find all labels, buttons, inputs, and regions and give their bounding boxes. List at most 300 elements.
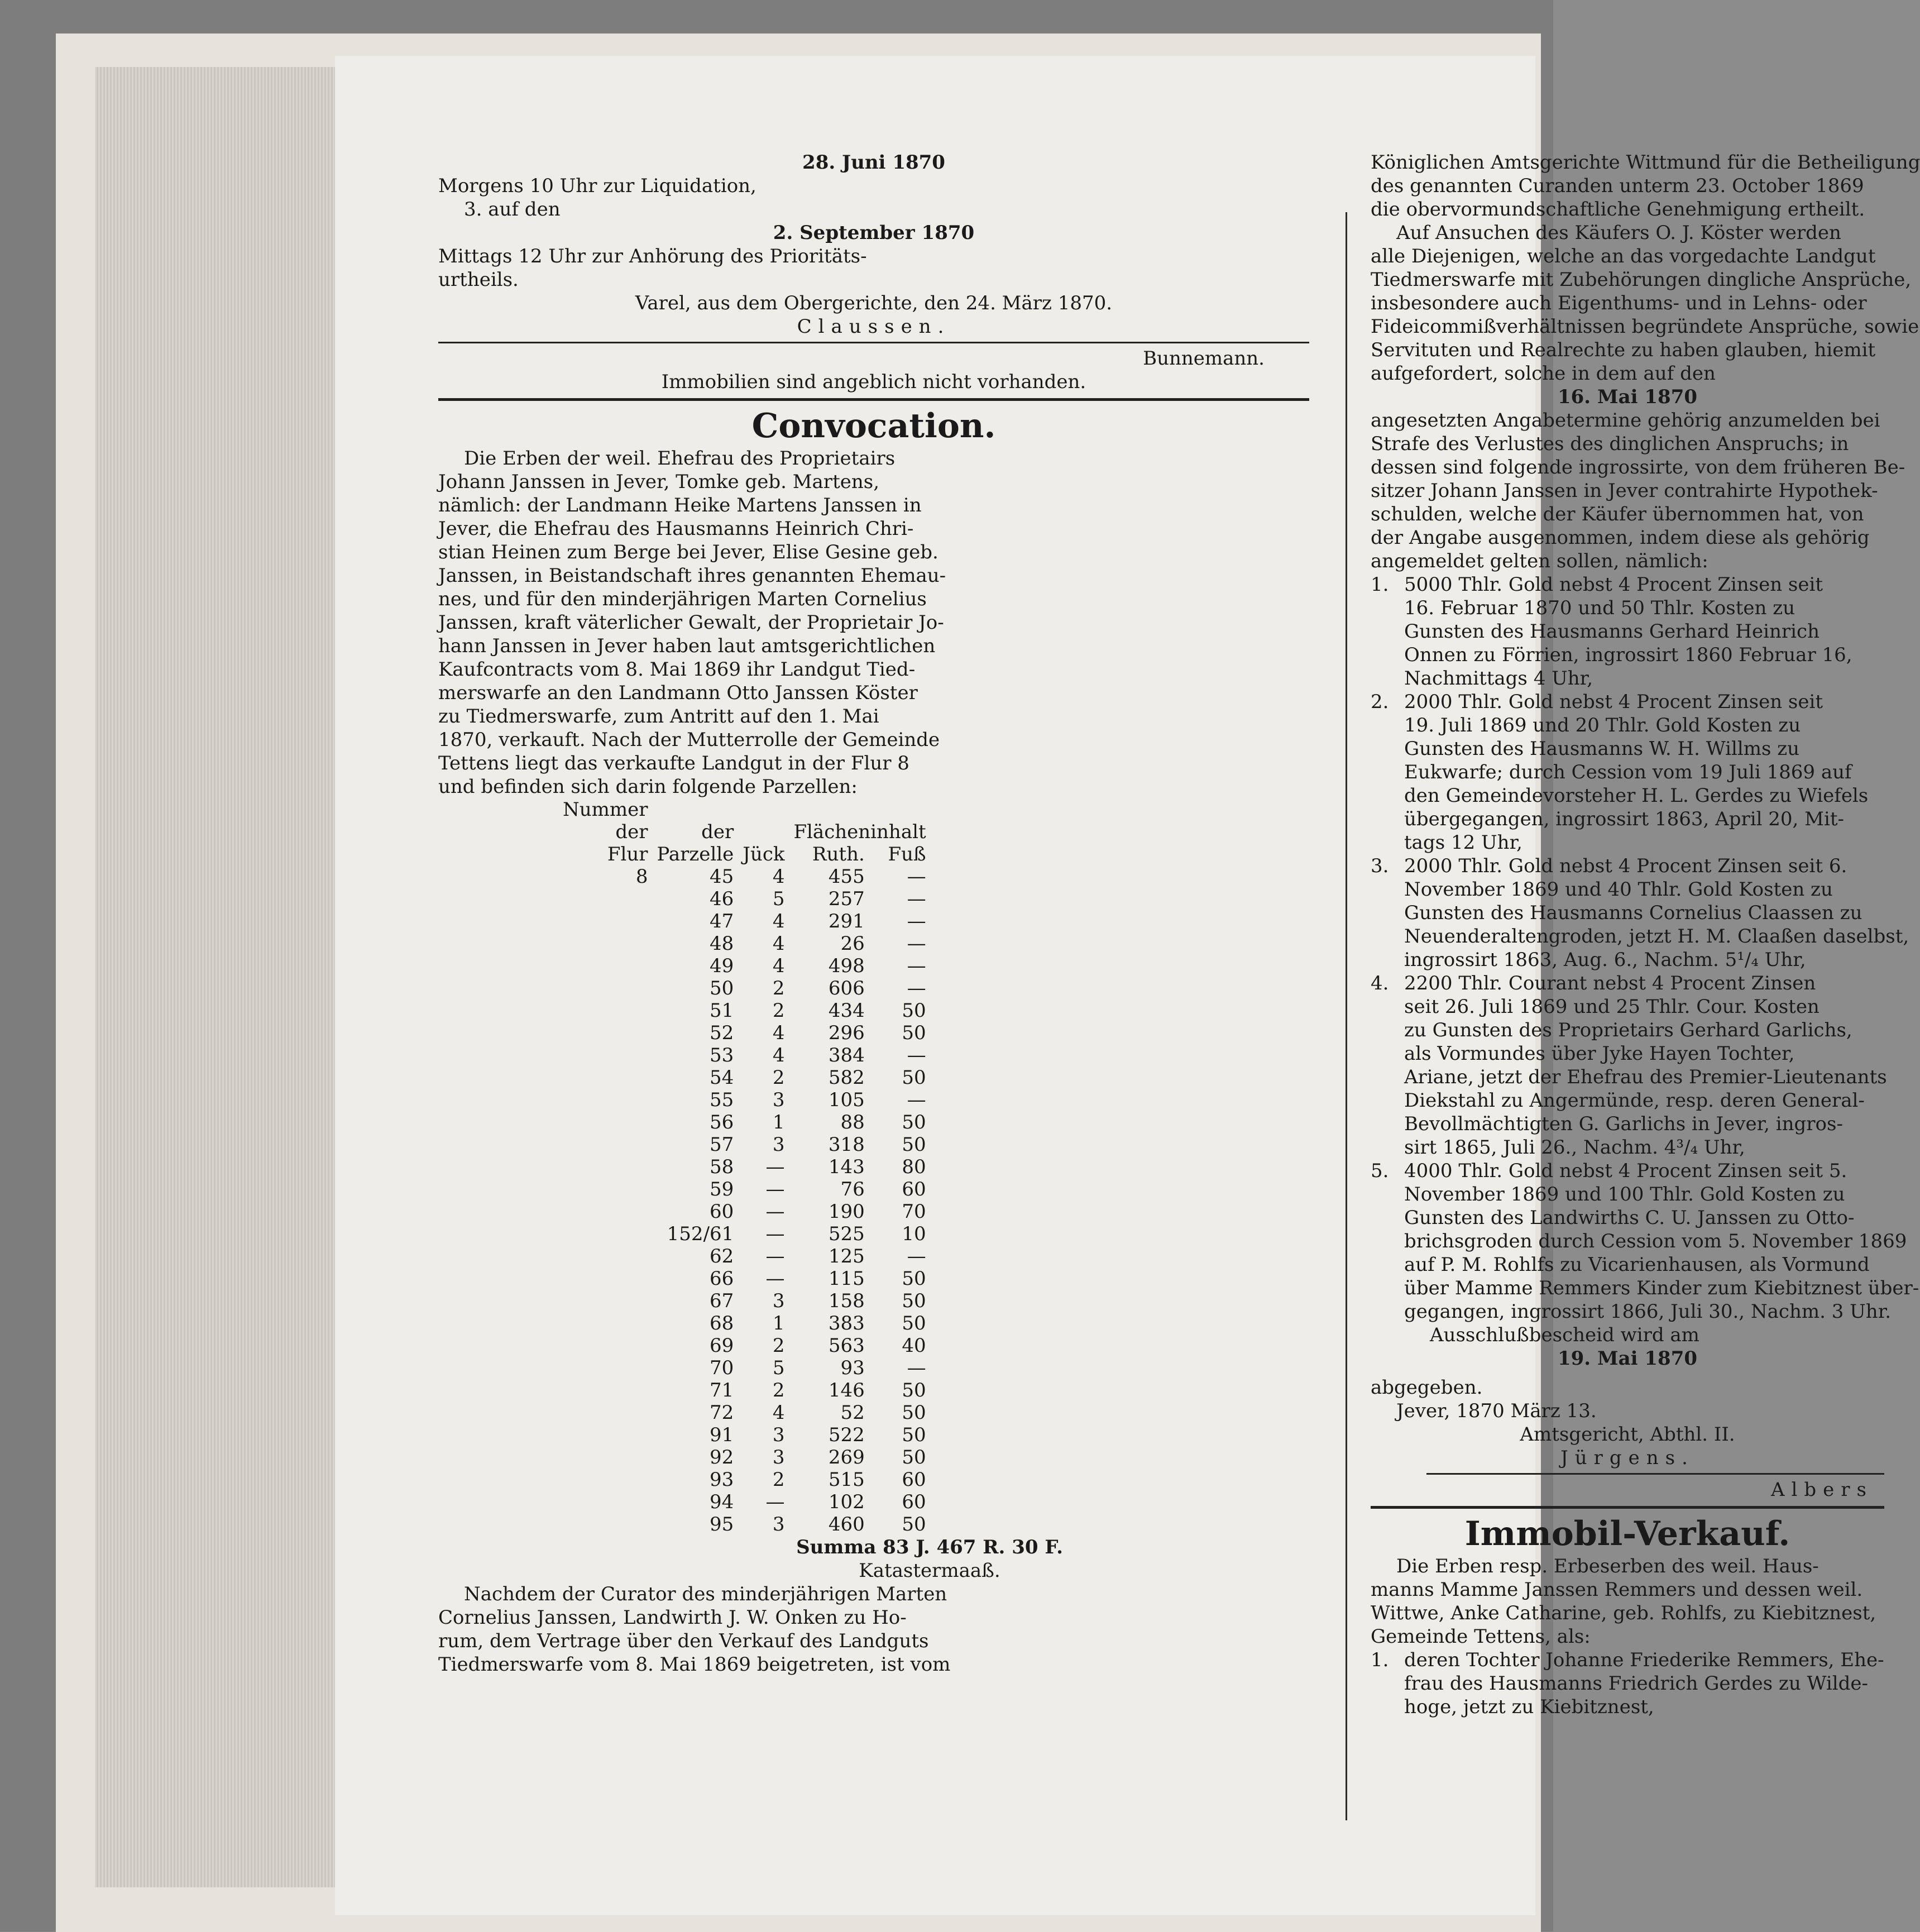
table-cell: 2 [772,1335,785,1357]
table-cell: 52 [710,1022,734,1044]
table-cell: 52 [840,1402,865,1424]
text-line: Morgens 10 Uhr zur Liquidation, [438,175,756,197]
header-cell [738,798,789,821]
table-cell [558,1446,653,1469]
table-cell: 50 [902,1111,926,1134]
parcel-table [558,798,931,1536]
signature: Jürgens. [1560,1447,1694,1469]
table-header-row [558,843,931,865]
item-number: 4. [1371,972,1389,994]
table-row [558,977,931,1000]
text-line: gegangen, ingrossirt 1866, Juli 30., Nachm. 3 Uhr. [1404,1300,1892,1323]
rule [438,342,1309,343]
table-cell: 498 [828,955,865,977]
header-cell: Nummer [563,798,648,821]
table-cell: 60 [902,1469,926,1491]
table-cell: 3 [772,1089,785,1111]
text-line: angesetzten Angabetermine gehörig anzumelden bei [1371,409,1880,432]
table-cell: 582 [828,1067,865,1089]
text-line: rum, dem Vertrage über den Verkauf des Landguts [438,1630,929,1652]
text-line: alle Diejenigen, welche an das vorgedachte Landgut [1371,245,1876,267]
table-cell: 50 [710,977,734,1000]
table-cell: 54 [710,1067,734,1089]
table-cell: 4 [772,1022,785,1044]
table-row [558,1156,931,1178]
text-line: auf P. M. Rohlfs zu Vicarienhausen, als Vormund [1404,1254,1870,1276]
table-row [558,1067,931,1089]
table-cell: 460 [828,1513,865,1536]
table-cell: 146 [828,1379,865,1402]
table-cell [558,1201,653,1223]
text-line: tags 12 Uhr, [1404,831,1522,854]
table-cell: 606 [828,977,865,1000]
text-line: hoge, jetzt zu Kiebitznest, [1404,1696,1654,1718]
table-cell: 57 [710,1134,734,1156]
table-cell: 53 [710,1044,734,1067]
table-header-row [558,798,931,821]
text-line: Königlichen Amtsgerichte Wittmund für die Betheiligung [1371,151,1920,174]
table-cell [558,1290,653,1312]
table-cell: 102 [828,1491,865,1513]
text-line: Bevollmächtigten G. Garlichs in Jever, ingros- [1404,1113,1843,1135]
table-cell: — [765,1491,785,1513]
table-row [558,865,931,888]
text-line: Mittags 12 Uhr zur Anhörung des Prioritäts- [438,245,867,267]
table-cell: — [907,1245,926,1268]
table-row [558,1044,931,1067]
table-cell: 49 [710,955,734,977]
table-cell: 563 [828,1335,865,1357]
table-cell [558,1067,653,1089]
text-line: hann Janssen in Jever haben laut amtsgerichtlichen [438,635,936,657]
text-line: 2000 Thlr. Gold nebst 4 Procent Zinsen seit 6. [1404,855,1847,877]
text-line: Kaufcontracts vom 8. Mai 1869 ihr Landgut Tied- [438,658,916,681]
table-row [558,1469,931,1491]
table-cell: 3 [772,1424,785,1446]
table-cell: — [907,1089,926,1111]
table-cell: 50 [902,1268,926,1290]
table-row [558,1268,931,1290]
table-cell [558,1357,653,1379]
table-cell: 522 [828,1424,865,1446]
table-cell [558,1268,653,1290]
table-cell: 4 [772,910,785,932]
text-line: Auf Ansuchen des Käufers O. J. Köster werden [1396,222,1841,244]
header-cell: der [615,821,648,843]
table-cell: 190 [828,1201,865,1223]
table-cell: 50 [902,1067,926,1089]
table-cell [558,1044,653,1067]
text-line: Diekstahl zu Angermünde, resp. deren General- [1404,1089,1865,1112]
text-line: zu Gunsten des Proprietairs Gerhard Garlichs, [1404,1019,1852,1041]
table-cell [558,1089,653,1111]
table-cell: 26 [840,932,865,955]
table-cell: — [765,1268,785,1290]
table-cell: 80 [902,1156,926,1178]
table-row [558,1134,931,1156]
table-cell [558,1111,653,1134]
table-cell [558,1335,653,1357]
table-row [558,1111,931,1134]
table-cell: — [907,865,926,888]
text-line: manns Mamme Janssen Remmers und dessen weil. [1371,1579,1863,1601]
table-cell: 93 [840,1357,865,1379]
table-cell: 60 [710,1201,734,1223]
table-cell: 257 [828,888,865,910]
date-line: 19. Mai 1870 [1557,1347,1698,1370]
signature: Bunnemann. [1143,347,1265,370]
table-row [558,1089,931,1111]
table-cell: 88 [840,1111,865,1134]
table-cell: 59 [710,1178,734,1201]
table-cell [558,1402,653,1424]
table-cell: 2 [772,977,785,1000]
item-number: 5. [1371,1160,1389,1182]
table-row [558,1201,931,1223]
item-number: 1. [1371,573,1389,596]
table-cell: 291 [828,910,865,932]
table-cell: 4 [772,865,785,888]
table-cell [558,1022,653,1044]
court-name: Amtsgericht, Abthl. II. [1520,1423,1735,1446]
text-line: sitzer Johann Janssen in Jever contrahirte Hypothek- [1371,480,1878,502]
table-cell: — [907,1044,926,1067]
table-row [558,910,931,932]
table-cell: — [765,1156,785,1178]
table-cell: 76 [840,1178,865,1201]
table-cell: 143 [828,1156,865,1178]
text-line: Tiedmerswarfe mit Zubehörungen dingliche Ansprüche, [1371,269,1912,291]
header-cell [653,798,739,821]
table-cell: 455 [828,865,865,888]
table-cell: 72 [710,1402,734,1424]
table-cell: 50 [902,1446,926,1469]
date-line: 16. Mai 1870 [1557,386,1698,408]
text-line: nämlich: der Landmann Heike Martens Janssen in [438,494,922,517]
table-cell: 8 [635,865,648,888]
table-cell: 515 [828,1469,865,1491]
table-cell: 2 [772,1067,785,1089]
table-cell: 2 [772,1000,785,1022]
table-cell: 3 [772,1290,785,1312]
text-line: 5000 Thlr. Gold nebst 4 Procent Zinsen seit [1404,573,1823,596]
table-cell: 2 [772,1379,785,1402]
table-cell: 4 [772,1044,785,1067]
list-item [1371,1648,1884,1719]
table-cell: 318 [828,1134,865,1156]
text-line: urtheils. [438,269,519,291]
signature: Albers [1770,1479,1873,1501]
header-cell: Jück [743,843,785,865]
table-row [558,1379,931,1402]
text-line: Johann Janssen in Jever, Tomke geb. Martens, [438,471,880,493]
header-cell: Parzelle [657,843,734,865]
text-line: Servituten und Realrechte zu haben glauben, hiemit [1371,339,1876,361]
table-cell: 60 [902,1491,926,1513]
text-line: 4000 Thlr. Gold nebst 4 Procent Zinsen seit 5. [1404,1160,1847,1182]
table-cell: 40 [902,1335,926,1357]
table-cell: 60 [902,1178,926,1201]
table-row [558,955,931,977]
text-line: insbesondere auch Eigenthums- und in Lehns- oder [1371,292,1867,314]
text-line: Onnen zu Förrien, ingrossirt 1860 Februar 16, [1404,644,1852,666]
text-line: frau des Hausmanns Friedrich Gerdes zu Wilde- [1404,1672,1869,1695]
text-line: Gunsten des Hausmanns Gerhard Heinrich [1404,620,1820,643]
text-line: und befinden sich darin folgende Parzellen: [438,776,858,798]
table-cell [558,932,653,955]
header-cell [869,798,931,821]
header-cell: der [701,821,734,843]
text-line: seit 26. Juli 1869 und 25 Thlr. Cour. Kosten [1404,996,1820,1018]
column-divider [1346,212,1347,1820]
table-cell: 2 [772,1469,785,1491]
table-cell [558,1156,653,1178]
table-cell: 115 [828,1268,865,1290]
table-cell: 50 [902,1312,926,1335]
text-line: über Mamme Remmers Kinder zum Kiebitznest über- [1404,1277,1919,1299]
table-cell: 125 [828,1245,865,1268]
table-cell: — [907,1357,926,1379]
text-line: Gemeinde Tettens, als: [1371,1625,1591,1648]
text-line: 3. auf den [464,198,561,221]
table-row [558,888,931,910]
text-line: Strafe des Verlustes des dinglichen Anspruchs; in [1371,433,1849,455]
table-cell: — [907,932,926,955]
table-cell [558,1513,653,1536]
table-cell: 69 [710,1335,734,1357]
place-date-line: Jever, 1870 März 13. [1396,1400,1597,1422]
text-line: 19. Juli 1869 und 20 Thlr. Gold Kosten zu [1404,714,1801,737]
header-cell: Fuß [888,843,926,865]
text-line: merswarfe an den Landmann Otto Janssen Köster [438,682,918,704]
text-line: angemeldet gelten sollen, nämlich: [1371,550,1708,572]
text-line: 16. Februar 1870 und 50 Thlr. Kosten zu [1404,597,1795,619]
section-rule [438,398,1309,401]
left-column [438,151,1309,1676]
table-cell [558,1245,653,1268]
table-cell: — [765,1201,785,1223]
table-note: Katastermaaß. [859,1560,1000,1582]
table-cell: 93 [710,1469,734,1491]
table-cell: 1 [772,1312,785,1335]
text-line: Fideicommißverhältnissen begründete Ansprüche, sowie [1371,315,1919,338]
table-cell: 4 [772,955,785,977]
table-cell [558,1379,653,1402]
table-cell: 383 [828,1312,865,1335]
rule [1426,1473,1884,1475]
text-line: Nachdem der Curator des minderjährigen Marten [464,1583,947,1605]
text-line: sirt 1865, Juli 26., Nachm. 4³/₄ Uhr, [1404,1136,1745,1159]
table-cell: 152/61 [667,1223,734,1245]
table-cell: — [765,1178,785,1201]
table-cell [558,955,653,977]
table-cell: 45 [710,865,734,888]
table-cell: 50 [902,1022,926,1044]
table-cell: 51 [710,1000,734,1022]
table-cell: 50 [902,1379,926,1402]
table-cell: 269 [828,1446,865,1469]
text-line: abgegeben. [1371,1376,1483,1399]
list-item [1371,1159,1919,1323]
table-row [558,1178,931,1201]
text-line: Gunsten des Landwirths C. U. Janssen zu Otto- [1404,1207,1855,1229]
text-line: 2200 Thlr. Courant nebst 4 Procent Zinsen [1404,972,1816,994]
text-line: Jever, die Ehefrau des Hausmanns Heinrich Chri- [438,518,914,540]
text-line: zu Tiedmerswarfe, zum Antritt auf den 1. Mai [438,705,879,728]
table-row [558,1022,931,1044]
list-item [1371,573,1884,690]
table-row [558,1000,931,1022]
text-line: deren Tochter Johanne Friederike Remmers, Ehe- [1404,1649,1884,1671]
table-cell: 525 [828,1223,865,1245]
text-line: der Angabe ausgenommen, indem diese als gehörig [1371,527,1870,549]
table-cell: 56 [710,1111,734,1134]
table-cell [558,1424,653,1446]
table-sum: Summa 83 J. 467 R. 30 F. [796,1536,1063,1558]
page-stack-edges [95,67,335,1887]
right-column [1371,151,1920,1719]
table-cell: 4 [772,932,785,955]
section-rule [1371,1506,1884,1509]
text-line: Wittwe, Anke Catharine, geb. Rohlfs, zu Kiebitznest, [1371,1602,1876,1624]
table-cell: 62 [710,1245,734,1268]
table-cell: 3 [772,1513,785,1536]
table-cell: 50 [902,1290,926,1312]
header-cell [789,798,869,821]
text-line: November 1869 und 40 Thlr. Gold Kosten zu [1404,878,1833,901]
table-cell: — [907,977,926,1000]
table-cell: — [765,1245,785,1268]
place-date-line: Varel, aus dem Obergerichte, den 24. März 1870. [635,292,1113,314]
text-line: Gunsten des Hausmanns W. H. Willms zu [1404,738,1800,760]
text-line: aufgefordert, solche in dem auf den [1371,362,1716,385]
table-row [558,1357,931,1379]
table-cell: 70 [710,1357,734,1379]
text-line: Ausschlußbescheid wird am [1430,1324,1699,1346]
table-cell: 50 [902,1402,926,1424]
table-cell: — [765,1223,785,1245]
table-cell: 1 [772,1111,785,1134]
section-heading: Immobil-Verkauf. [1464,1514,1790,1553]
table-cell: 55 [710,1089,734,1111]
signature: Claussen. [797,315,951,338]
table-cell: 50 [902,1424,926,1446]
table-row [558,1312,931,1335]
text-line: 2000 Thlr. Gold nebst 4 Procent Zinsen seit [1404,691,1823,713]
table-row [558,1223,931,1245]
table-cell: 105 [828,1089,865,1111]
text-line: Immobilien sind angeblich nicht vorhanden. [661,371,1086,393]
table-cell: 68 [710,1312,734,1335]
table-row [558,1290,931,1312]
date-line: 2. September 1870 [773,222,975,244]
table-cell: 58 [710,1156,734,1178]
table-cell: — [907,910,926,932]
table-cell: 66 [710,1268,734,1290]
text-line: übergegangen, ingrossirt 1863, April 20, Mit- [1404,808,1844,830]
table-cell: 296 [828,1022,865,1044]
text-line: Neuenderaltengroden, jetzt H. M. Claaßen daselbst, [1404,925,1909,948]
table-cell: 158 [828,1290,865,1312]
text-line: Gunsten des Hausmanns Cornelius Claassen zu [1404,902,1862,924]
table-cell: 50 [902,1000,926,1022]
item-number: 1. [1371,1649,1389,1671]
table-cell: 4 [772,1402,785,1424]
table-cell [558,977,653,1000]
table-header-row [558,821,931,843]
text-line: des genannten Curanden unterm 23. October 1869 [1371,175,1864,197]
table-cell: 3 [772,1134,785,1156]
table-cell: 5 [772,1357,785,1379]
text-line: die obervormundschaftliche Genehmigung ertheilt. [1371,198,1865,221]
table-cell: 434 [828,1000,865,1022]
table-cell: 70 [902,1201,926,1223]
table-cell [558,1491,653,1513]
item-number: 2. [1371,691,1389,713]
mortgage-list [1371,573,1919,1323]
item-number: 3. [1371,855,1389,877]
text-line: Tiedmerswarfe vom 8. Mai 1869 beigetreten, ist vom [438,1653,951,1676]
text-line: ingrossirt 1863, Aug. 6., Nachm. 5¹/₄ Uhr, [1404,949,1806,971]
table-cell: 5 [772,888,785,910]
table-row [558,932,931,955]
table-cell: 50 [902,1134,926,1156]
text-line: nes, und für den minderjährigen Marten Cornelius [438,588,927,610]
header-cell: Flächeninhalt [793,821,926,843]
table-cell [558,1223,653,1245]
date-line: 28. Juni 1870 [802,151,945,174]
table-cell [558,888,653,910]
table-row [558,1335,931,1357]
text-line: Nachmittags 4 Uhr, [1404,667,1593,690]
table-cell: 50 [902,1513,926,1536]
parcel-table-body [558,865,931,1536]
table-cell: 47 [710,910,734,932]
text-line: stian Heinen zum Berge bei Jever, Elise Gesine geb. [438,541,939,563]
table-row [558,1245,931,1268]
header-cell: Ruth. [812,843,865,865]
table-row [558,1424,931,1446]
table-row [558,1491,931,1513]
text-line: November 1869 und 100 Thlr. Gold Kosten zu [1404,1183,1845,1206]
header-cell [738,821,789,843]
list-item [1371,854,1909,972]
newspaper-page [335,56,1920,1915]
text-line: Die Erben der weil. Ehefrau des Proprietairs [464,447,896,470]
list-item [1371,972,1887,1159]
text-line: Eukwarfe; durch Cession vom 19 Juli 1869 auf [1404,761,1852,783]
text-line: als Vormundes über Jyke Hayen Tochter, [1404,1042,1795,1065]
table-cell [558,1134,653,1156]
table-cell: 46 [710,888,734,910]
table-cell: 384 [828,1044,865,1067]
table-cell: 10 [902,1223,926,1245]
table-row [558,1513,931,1536]
table-cell: — [907,888,926,910]
table-cell: 94 [710,1491,734,1513]
text-line: Janssen, kraft väterlicher Gewalt, der Proprietair Jo- [438,611,944,634]
table-cell: — [907,955,926,977]
table-cell: 67 [710,1290,734,1312]
table-cell: 95 [710,1513,734,1536]
section-heading: Convocation. [751,407,996,446]
text-line: Ariane, jetzt der Ehefrau des Premier-Lieutenants [1404,1066,1887,1088]
header-cell: Flur [607,843,648,865]
table-cell: 48 [710,932,734,955]
table-cell [558,910,653,932]
table-row [558,1446,931,1469]
table-cell: 3 [772,1446,785,1469]
